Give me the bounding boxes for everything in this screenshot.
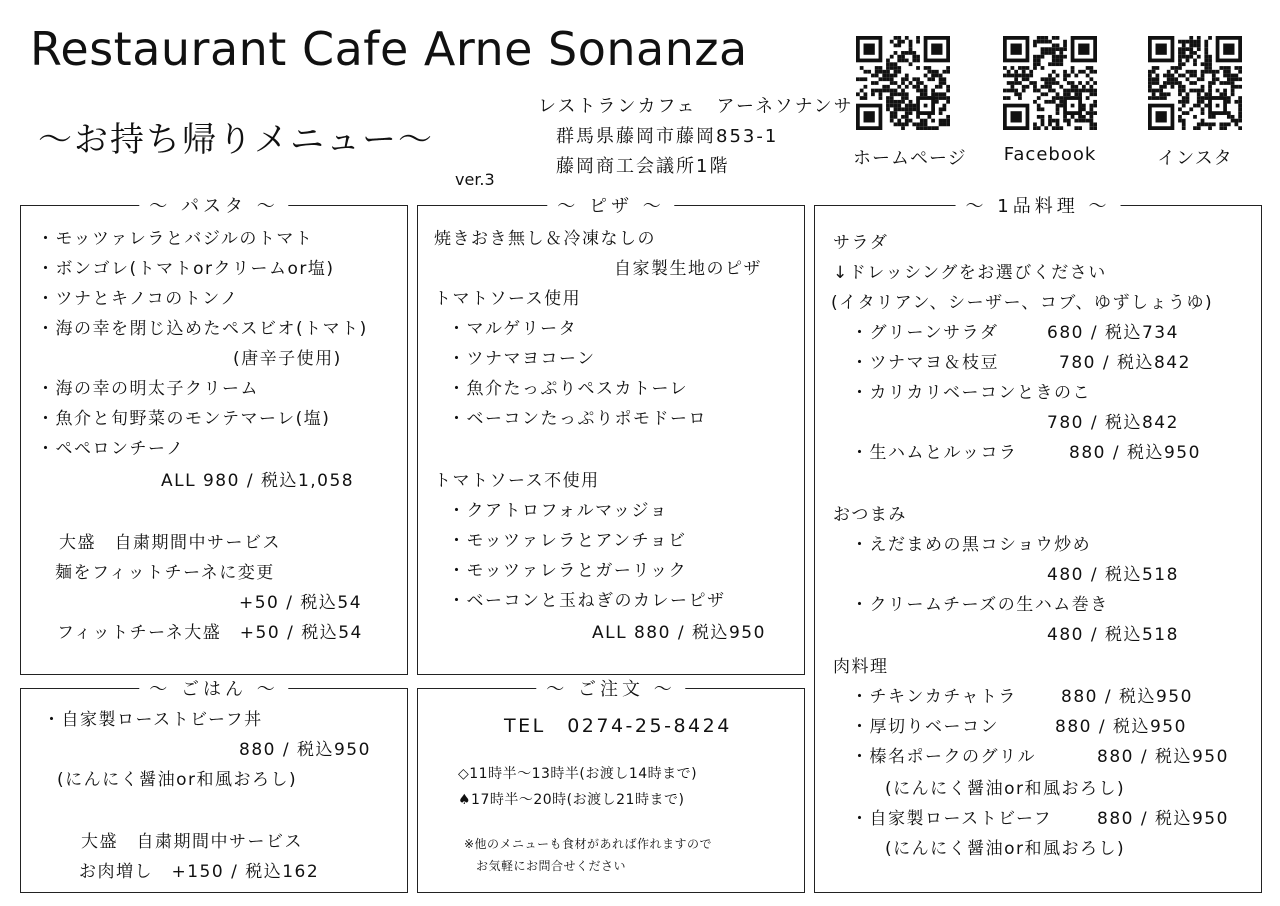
- dishes-title: ～ 1品料理 ～: [956, 192, 1121, 218]
- menu-item: ・カリカリベーコンときのこ: [851, 383, 1091, 403]
- menu-item: ・マルゲリータ: [448, 319, 578, 339]
- pasta-title: ～ パスタ ～: [139, 192, 288, 218]
- price-line: 780 / 税込842: [1047, 413, 1179, 433]
- menu-item: フィットチーネ大盛 +50 / 税込54: [57, 623, 363, 643]
- price-line: 880 / 税込950: [239, 740, 371, 760]
- menu-item: ・ペペロンチーノ: [37, 439, 185, 459]
- pizza-section: [417, 196, 805, 675]
- service-heading: 大盛 自粛期間中サービス: [59, 533, 281, 553]
- qr-homepage[interactable]: [853, 36, 967, 170]
- menu-item: ・海の幸を閉じ込めたペスビオ(トマト): [37, 319, 368, 339]
- phone-number[interactable]: TEL 0274-25-8424: [504, 715, 732, 737]
- price-line: 880 / 税込950: [1061, 687, 1193, 707]
- menu-item: ・モッツァレラとバジルのトマト: [37, 229, 314, 249]
- pizza-title: ～ ピザ ～: [547, 192, 674, 218]
- menu-item: ・グリーンサラダ: [851, 323, 999, 343]
- category-heading: トマトソース使用: [434, 289, 582, 309]
- qr-facebook[interactable]: [1000, 36, 1100, 165]
- price-line: 880 / 税込950: [1097, 809, 1229, 829]
- menu-item: ・海の幸の明太子クリーム: [37, 379, 259, 399]
- category-heading: 肉料理: [833, 657, 889, 677]
- price-line: 680 / 税込734: [1047, 323, 1179, 343]
- order-note: お気軽にお問合せください: [476, 859, 627, 873]
- order-note: ※他のメニューも食材があれば作れますので: [464, 837, 713, 851]
- qr-facebook-label: Facebook: [1003, 144, 1097, 165]
- menu-item: ・榛名ポークのグリル: [851, 747, 1036, 767]
- qr-code-icon: [1148, 36, 1242, 130]
- price-line: +50 / 税込54: [239, 593, 363, 613]
- menu-item-note: (唐辛子使用): [233, 349, 342, 369]
- dressing-options: (イタリアン、シーザー、コブ、ゆずしょうゆ): [831, 293, 1214, 313]
- rice-section: [20, 679, 408, 893]
- category-heading: おつまみ: [833, 505, 907, 525]
- menu-item: ・ツナとキノコのトンノ: [37, 289, 239, 309]
- hours-dinner: ♠17時半～20時(お渡し21時まで): [458, 792, 685, 808]
- address-line-building: 藤岡商工会議所1階: [556, 156, 730, 177]
- menu-item: ・ツナマヨコーン: [448, 349, 596, 369]
- menu-item: ・自家製ローストビーフ: [851, 809, 1053, 829]
- menu-item: お肉増し +150 / 税込162: [79, 862, 320, 882]
- qr-code-icon: [856, 36, 950, 130]
- price-line: 880 / 税込950: [1055, 717, 1187, 737]
- dressing-note: ↓ドレッシングをお選びください: [833, 263, 1107, 283]
- menu-item: ・ボンゴレ(トマトorクリームor塩): [37, 259, 335, 279]
- price-line: 780 / 税込842: [1059, 353, 1191, 373]
- menu-item: ・ツナマヨ＆枝豆: [851, 353, 999, 373]
- qr-instagram-label: インスタ: [1157, 148, 1233, 169]
- qr-homepage-label: ホームページ: [853, 148, 967, 169]
- category-heading: トマトソース不使用: [434, 471, 600, 491]
- order-section: [417, 679, 805, 893]
- menu-item: ・チキンカチャトラ: [851, 687, 1017, 707]
- price-line: 880 / 税込950: [1069, 443, 1201, 463]
- menu-item: ・生ハムとルッコラ: [851, 443, 1018, 463]
- menu-item: ・魚介と旬野菜のモンテマーレ(塩): [37, 409, 331, 429]
- dishes-section: [814, 196, 1262, 893]
- menu-item-note: (にんにく醤油or和風おろし): [57, 770, 298, 790]
- menu-item: ・厚切りベーコン: [851, 717, 999, 737]
- price-line: ALL 880 / 税込950: [592, 623, 766, 643]
- menu-item: ・ベーコンと玉ねぎのカレーピザ: [448, 591, 726, 611]
- price-line: 480 / 税込518: [1047, 625, 1179, 645]
- menu-item: ・クリームチーズの生ハム巻き: [851, 595, 1109, 615]
- price-line: ALL 980 / 税込1,058: [161, 471, 355, 491]
- price-line: 480 / 税込518: [1047, 565, 1179, 585]
- service-heading: 大盛 自粛期間中サービス: [81, 832, 303, 852]
- qr-code-icon: [1003, 36, 1097, 130]
- menu-subtitle: ～お持ち帰りメニュー～: [38, 120, 434, 160]
- menu-item: ・えだまめの黒コショウ炒め: [851, 535, 1092, 555]
- menu-item: ・モッツァレラとガーリック: [448, 561, 688, 581]
- menu-item: ・自家製ローストビーフ丼: [43, 710, 263, 730]
- menu-item: ・ベーコンたっぷりポモドーロ: [448, 409, 707, 429]
- menu-item: ・クアトロフォルマッジョ: [448, 501, 669, 521]
- intro-line: 自家製生地のピザ: [614, 259, 762, 279]
- address-line-name: レストランカフェ アーネソナンサ: [538, 96, 854, 117]
- qr-instagram[interactable]: [1145, 36, 1245, 170]
- category-heading: サラダ: [833, 233, 889, 253]
- version-label: ver.3: [455, 170, 495, 189]
- menu-item: 麺をフィットチーネに変更: [55, 563, 275, 583]
- pasta-section: [20, 196, 408, 675]
- menu-item-note: (にんにく醤油or和風おろし): [885, 839, 1126, 859]
- menu-item: ・魚介たっぷりペスカトーレ: [448, 379, 689, 399]
- rice-title: ～ ごはん ～: [139, 675, 288, 701]
- order-title: ～ ご注文 ～: [536, 675, 685, 701]
- price-line: 880 / 税込950: [1097, 747, 1229, 767]
- hours-lunch: ◇11時半～13時半(お渡し14時まで): [458, 766, 698, 782]
- address-line-street: 群馬県藤岡市藤岡853-1: [556, 126, 779, 147]
- restaurant-title: Restaurant Cafe Arne Sonanza: [30, 22, 748, 76]
- menu-item: ・モッツァレラとアンチョビ: [448, 531, 687, 551]
- intro-line: 焼きおき無し＆冷凍なしの: [434, 229, 656, 249]
- menu-item-note: (にんにく醤油or和風おろし): [885, 779, 1126, 799]
